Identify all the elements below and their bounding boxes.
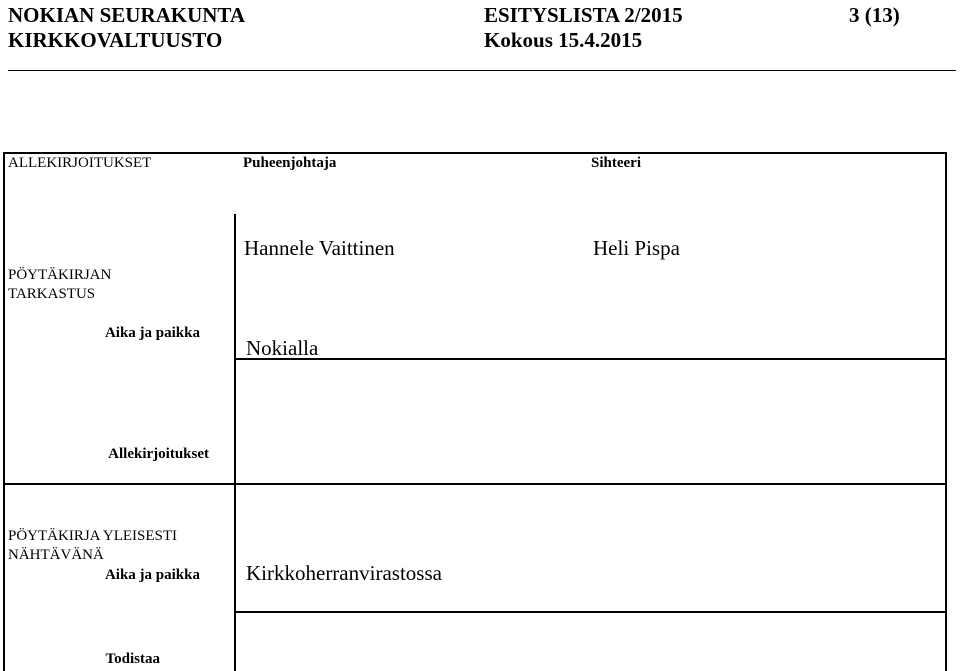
public-label-1: PÖYTÄKIRJA YLEISESTI: [8, 528, 178, 544]
row-line-public: [3, 483, 947, 485]
reviewer-2-name: Heli Pispa: [593, 236, 680, 260]
meeting-date: Kokous 15.4.2015: [484, 28, 643, 52]
public-time-place-label: Aika ja paikka: [104, 567, 200, 583]
org-body: KIRKKOVALTUUSTO: [8, 28, 223, 52]
row-line-place: [234, 358, 947, 360]
certifies-label: Todistaa: [105, 651, 160, 667]
review-label-2: TARKASTUS: [8, 286, 96, 302]
review-label-1: PÖYTÄKIRJAN: [8, 267, 112, 283]
signatures-label: ALLEKIRJOITUKSET: [8, 155, 152, 171]
org-name: NOKIAN SEURAKUNTA: [8, 3, 246, 27]
signature-table: [3, 152, 947, 671]
chair-label: Puheenjohtaja: [243, 155, 337, 171]
review-place: Nokialla: [246, 336, 319, 360]
page-number: 3 (13): [849, 3, 900, 27]
divider-review-upper: [234, 214, 236, 359]
divider-lower: [234, 359, 236, 671]
row-line-public-place: [234, 611, 947, 613]
review-signatures-label: Allekirjoitukset: [108, 446, 209, 462]
secretary-label: Sihteeri: [591, 155, 641, 171]
public-place: Kirkkoherranvirastossa: [246, 561, 442, 585]
reviewer-1-name: Hannele Vaittinen: [244, 236, 395, 260]
header-rule: [8, 70, 956, 71]
doc-title: ESITYSLISTA 2/2015: [484, 3, 683, 27]
review-time-place-label: Aika ja paikka: [104, 325, 200, 341]
public-label-2: NÄHTÄVÄNÄ: [8, 547, 104, 563]
